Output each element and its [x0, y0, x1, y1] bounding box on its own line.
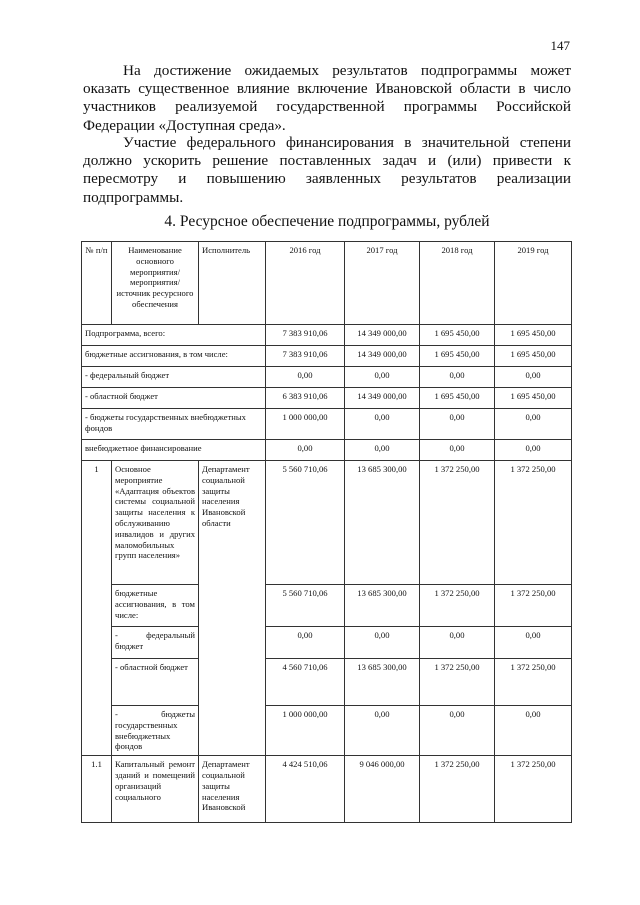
table-row	[82, 706, 572, 756]
table-row	[82, 388, 572, 409]
row-label: Подпрограмма, всего:	[82, 325, 266, 346]
cell-2018: 1 695 450,00	[420, 325, 495, 346]
cell-2018: 1 695 450,00	[420, 388, 495, 409]
row-label: внебюджетное финансирование	[82, 440, 266, 461]
cell-2018: 1 372 250,00	[420, 756, 495, 823]
cell-2016: 0,00	[266, 627, 345, 659]
cell-2019: 1 695 450,00	[495, 388, 572, 409]
header-executor: Исполнитель	[199, 242, 266, 325]
cell-2017: 14 349 000,00	[345, 388, 420, 409]
resource-table	[81, 241, 572, 823]
page-number: 147	[550, 38, 570, 53]
cell-2016: 6 383 910,06	[266, 388, 345, 409]
cell-2019: 1 695 450,00	[495, 346, 572, 367]
header-2018: 2018 год	[420, 242, 495, 325]
row-label: - бюджеты государственных внебюджетных фондов	[112, 706, 199, 756]
paragraph-1: На достижение ожидаемых результатов подпрограммы может оказать существенное влияние включение Ивановской области в число участников реализуемой государственной программы Российской Федерации «Доступная среда».	[83, 62, 571, 134]
cell-2018: 1 372 250,00	[420, 659, 495, 706]
header-2017: 2017 год	[345, 242, 420, 325]
cell-2019: 1 372 250,00	[495, 461, 572, 585]
section-title: 4. Ресурсное обеспечение подпрограммы, рублей	[164, 213, 490, 230]
cell-2016: 0,00	[266, 440, 345, 461]
cell-2019: 1 372 250,00	[495, 585, 572, 627]
cell-2017: 14 349 000,00	[345, 325, 420, 346]
header-2016: 2016 год	[266, 242, 345, 325]
table-row	[82, 346, 572, 367]
cell-2017: 0,00	[345, 409, 420, 440]
row-label: - областной бюджет	[112, 659, 199, 706]
cell-2018: 0,00	[420, 367, 495, 388]
row-label: бюджетные ассигнования, в том числе:	[112, 585, 199, 627]
cell-2017: 13 685 300,00	[345, 585, 420, 627]
cell-2017: 0,00	[345, 367, 420, 388]
cell-2017: 14 349 000,00	[345, 346, 420, 367]
header-name: Наименование основного мероприятия/мероприятия/ источник ресурсного обеспечения	[112, 242, 199, 325]
table-row-item-1	[82, 461, 572, 585]
table-row	[82, 440, 572, 461]
item-name: Основное мероприятие «Адаптация объектов системы социальной защиты населения к обслуживанию инвалидов и других маломобильных групп населения»	[112, 461, 199, 585]
table-row	[82, 409, 572, 440]
cell-2016: 4 424 510,06	[266, 756, 345, 823]
row-label: бюджетные ассигнования, в том числе:	[82, 346, 266, 367]
cell-2019: 0,00	[495, 367, 572, 388]
item-number: 1.1	[82, 756, 112, 823]
cell-2018: 0,00	[420, 627, 495, 659]
cell-2019: 1 695 450,00	[495, 325, 572, 346]
table-row	[82, 367, 572, 388]
cell-2016: 1 000 000,00	[266, 409, 345, 440]
cell-2016: 7 383 910,06	[266, 325, 345, 346]
table-row	[82, 627, 572, 659]
header-2019: 2019 год	[495, 242, 572, 325]
cell-2017: 0,00	[345, 440, 420, 461]
cell-2017: 13 685 300,00	[345, 659, 420, 706]
cell-2016: 0,00	[266, 367, 345, 388]
cell-2018: 0,00	[420, 706, 495, 756]
table-header-row	[82, 242, 572, 325]
header-num: № п/п	[82, 242, 112, 325]
cell-2016: 5 560 710,06	[266, 585, 345, 627]
paragraph-2: Участие федерального финансирования в значительной степени должно ускорить решение поставленных задач и (или) привести к пересмотру и повышению заявленных результатов реализации подпрограммы.	[83, 134, 571, 206]
cell-2019: 0,00	[495, 627, 572, 659]
cell-2019: 1 372 250,00	[495, 659, 572, 706]
cell-2017: 0,00	[345, 627, 420, 659]
cell-2017: 9 046 000,00	[345, 756, 420, 823]
cell-2018: 0,00	[420, 409, 495, 440]
row-label: - федеральный бюджет	[112, 627, 199, 659]
cell-2018: 0,00	[420, 440, 495, 461]
row-label: - областной бюджет	[82, 388, 266, 409]
table-row	[82, 585, 572, 627]
table-row-item-1-1	[82, 756, 572, 823]
table-row	[82, 659, 572, 706]
cell-2018: 1 695 450,00	[420, 346, 495, 367]
item-executor: Департамент социальной защиты населения Ивановской области	[199, 461, 266, 756]
table-row	[82, 325, 572, 346]
cell-2018: 1 372 250,00	[420, 461, 495, 585]
item-name: Капитальный ремонт зданий и помещений организаций социального	[112, 756, 199, 823]
cell-2016: 4 560 710,06	[266, 659, 345, 706]
cell-2016: 7 383 910,06	[266, 346, 345, 367]
cell-2017: 0,00	[345, 706, 420, 756]
item-number: 1	[82, 461, 112, 756]
cell-2019: 0,00	[495, 409, 572, 440]
cell-2016: 5 560 710,06	[266, 461, 345, 585]
cell-2019: 0,00	[495, 706, 572, 756]
row-label: - бюджеты государственных внебюджетных фондов	[82, 409, 266, 440]
cell-2018: 1 372 250,00	[420, 585, 495, 627]
cell-2019: 0,00	[495, 440, 572, 461]
item-executor: Департамент социальной защиты населения Ивановской	[199, 756, 266, 823]
cell-2017: 13 685 300,00	[345, 461, 420, 585]
row-label: - федеральный бюджет	[82, 367, 266, 388]
cell-2016: 1 000 000,00	[266, 706, 345, 756]
cell-2019: 1 372 250,00	[495, 756, 572, 823]
